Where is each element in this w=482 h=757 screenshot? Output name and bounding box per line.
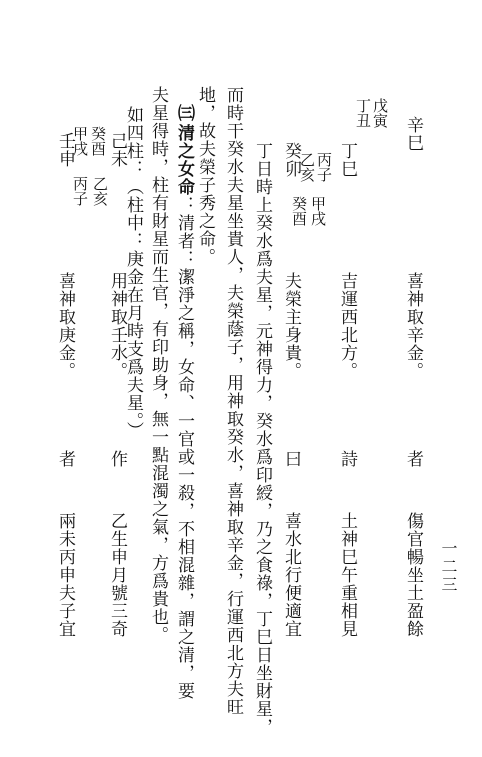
chart1-day-pillar: 癸卯 — [281, 142, 301, 178]
chart1-luck-col2-a: 丙子 — [315, 152, 333, 182]
chart2-note-2: 喜神取庚金。 — [55, 272, 75, 380]
chart1-luck-col2-b: 乙亥 — [298, 152, 316, 182]
chart1-poem-line-2: 土神巳午重相見 — [337, 512, 357, 638]
chart1-month-pillar: 丁巳 — [337, 142, 357, 178]
paragraph1-line-3: 地，故夫榮子秀之命。 — [195, 86, 215, 266]
chart1-note-2: 吉運西北方。 — [337, 272, 357, 380]
chart1-poem-label-2: 詩 — [337, 450, 357, 468]
chart1-poem-line-1: 傷官暢坐土盈餘 — [403, 512, 423, 638]
chart2-luck-col2-a2: 乙亥 — [91, 176, 109, 206]
chart1-poem-label-3: 曰 — [281, 450, 301, 468]
chart2-note-1: 用神取壬水。 — [107, 272, 127, 380]
chart2-luck-col1-a: 癸酉 — [89, 126, 107, 156]
chart2-poem-line-2: 兩未丙申夫子宜 — [55, 512, 75, 638]
chart2-luck-col1-b: 甲戌 — [71, 126, 89, 156]
chart1-luck-col1-a: 戊寅 — [371, 98, 389, 128]
section-heading: 清之女命 — [174, 124, 194, 196]
chart2-pillar-1: 己未 — [107, 132, 127, 168]
chart2-pillar-2: 壬申 — [55, 132, 75, 168]
chart2-luck-col2-b: 丙子 — [71, 176, 89, 206]
chart1-poem-label-1: 者 — [403, 450, 423, 468]
page-number: 一二三 — [439, 540, 458, 594]
chart2-poem-label-1: 作 — [107, 450, 127, 468]
chart1-year-pillar: 辛巳 — [403, 116, 423, 152]
section-marker: ㈢ — [174, 104, 194, 122]
chart1-note-1: 喜神取辛金。 — [403, 272, 423, 380]
chart2-poem-line-1: 乙生申月號三奇 — [107, 512, 127, 638]
chart1-poem-line-3: 喜水北行便適宜 — [281, 512, 301, 638]
section-text-line-1: ：清者：潔淨之稱，女命、一官或一殺，不相混雜，謂之清，要 — [174, 196, 194, 700]
section-text-line-2b: 夫星得時，柱有財星而生官，有印助身，無一點混濁之氣，方爲貴也。 — [148, 86, 168, 644]
chart1-luck-col1-b: 丁丑 — [354, 98, 372, 128]
section-text-line-3: 如四柱：（柱中：庚金在月時支爲夫星。） — [123, 106, 143, 440]
chart1-note-3: 夫榮主身貴。 — [281, 272, 301, 380]
chart2-poem-label-2: 者 — [55, 450, 75, 468]
chart1-luck-col3-b: 癸酉 — [290, 196, 308, 226]
chart1-luck-col3-a: 甲戌 — [309, 196, 327, 226]
paragraph1-line-1: 丁日時上癸水爲夫星，元神得力，癸水爲印綬，乃之食祿，丁巳日坐財星， — [252, 142, 272, 736]
paragraph1-line-2: 而時干癸水夫星坐貴人，夫榮蔭子，用神取癸水，喜神取辛金，行運西北方夫旺 — [223, 86, 243, 716]
